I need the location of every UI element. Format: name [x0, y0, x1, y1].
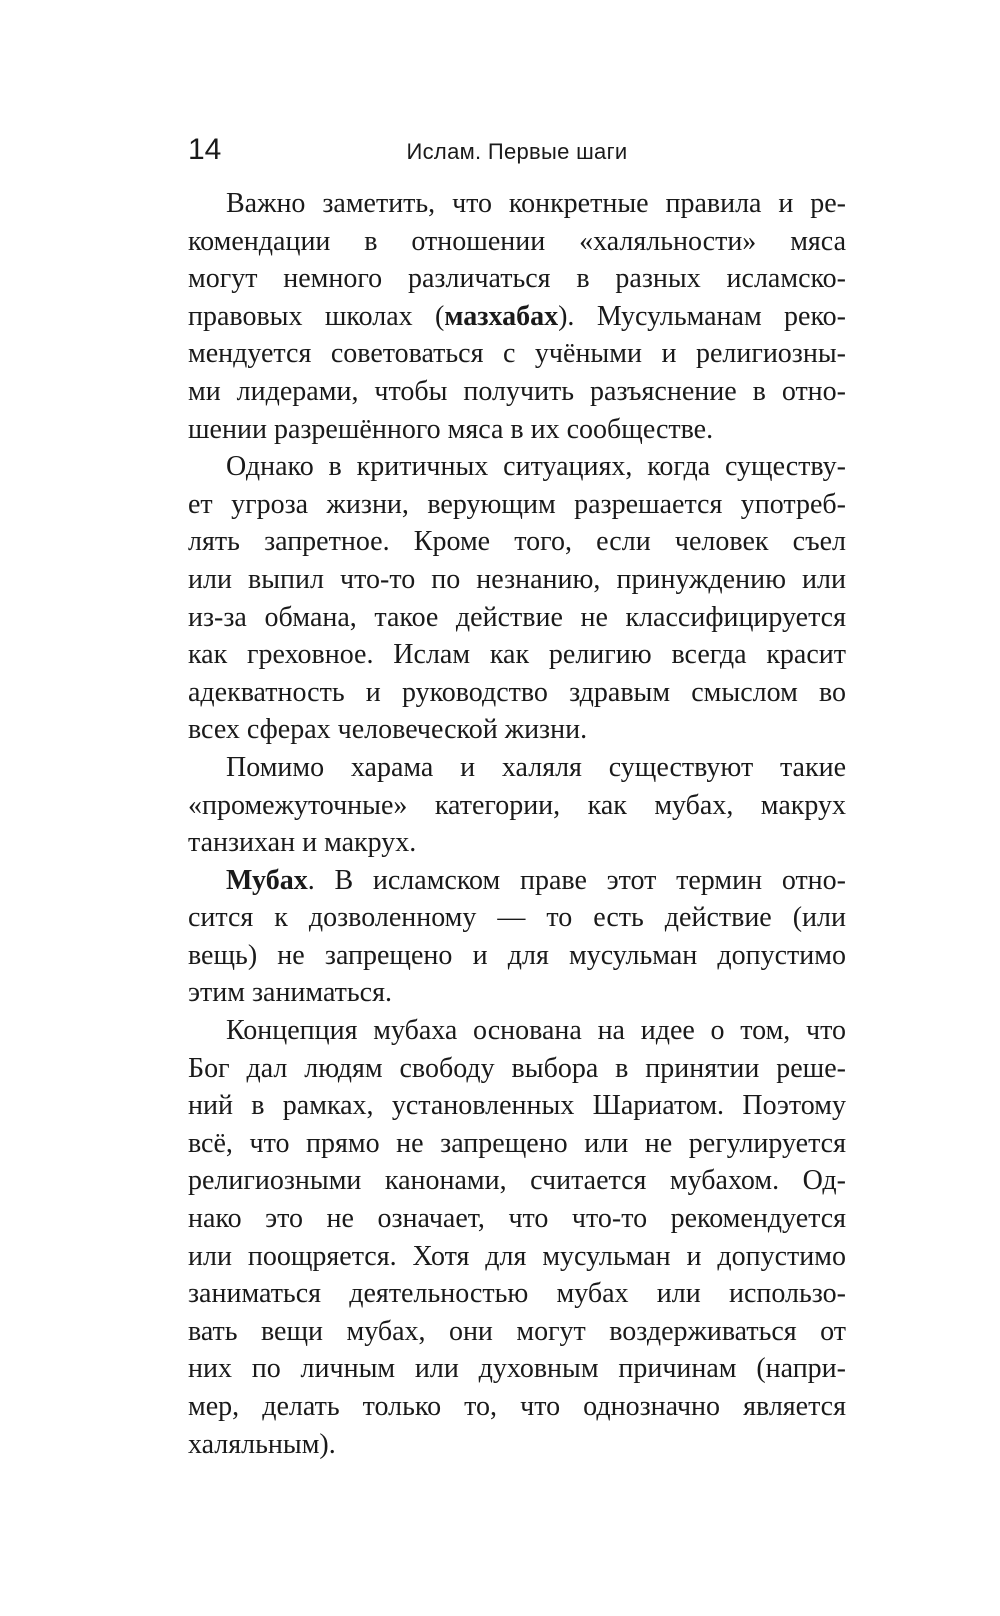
- text-line: этим заниматься.: [188, 977, 392, 1009]
- text-line: халяльным).: [188, 1428, 336, 1460]
- text-line: комендации в отношении «халяльности» мяса: [188, 225, 846, 257]
- text-line: всё, что прямо не запрещено или не регулируется: [188, 1127, 846, 1159]
- text-line: лять запретное. Кроме того, если человек съел: [188, 526, 846, 558]
- text-run: ). Мусульманам реко-: [558, 300, 846, 332]
- text-line: «промежуточные» категории, как мубах, макрух: [188, 789, 846, 821]
- text-line: могут немного различаться в разных исламско-: [188, 263, 846, 295]
- text-line: религиозными канонами, считается мубахом. Од-: [188, 1165, 846, 1197]
- text-line: Важно заметить, что конкретные правила и ре-: [226, 188, 846, 219]
- term-mubah: Мубах: [226, 864, 308, 896]
- text-line: Помимо харама и халяля существуют такие: [226, 751, 846, 783]
- text-line: или выпил что-то по незнанию, принуждению или: [188, 563, 846, 595]
- paragraph: [188, 185, 846, 448]
- text-line: них по личным или духовным причинам (напри-: [188, 1353, 846, 1385]
- text-line: [188, 298, 846, 336]
- text-line: Бог дал людям свободу выбора в принятии реше-: [188, 1052, 846, 1084]
- text-line: шении разрешённого мяса в их сообществе.: [188, 413, 714, 445]
- term-mazhab: мазхабах: [444, 300, 559, 332]
- text-line: [188, 862, 846, 900]
- paragraph: [188, 448, 846, 749]
- paragraph: [188, 862, 846, 1012]
- text-line: адекватность и руководство здравым смыслом во: [188, 676, 846, 708]
- text-line: Однако в критичных ситуациях, когда существу-: [226, 451, 846, 483]
- text-line: или поощряется. Хотя для мусульман и допустимо: [188, 1240, 846, 1272]
- text-line: мендуется советоваться с учёными и религиозны-: [188, 338, 846, 370]
- page-number: 14: [188, 133, 222, 166]
- text-line: ми лидерами, чтобы получить разъяснение в отно-: [188, 375, 846, 407]
- text-line: ет угроза жизни, верующим разрешается употреб-: [188, 488, 846, 520]
- text-line: как греховное. Ислам как религию всегда красит: [188, 639, 846, 671]
- paragraph: [188, 1012, 846, 1463]
- text-run: правовых школах (: [188, 300, 445, 332]
- text-run: . В исламском праве этот термин отно-: [307, 864, 846, 896]
- text-line: Концепция мубаха основана на идее о том, что: [226, 1015, 846, 1047]
- text-line: сится к дозволенному — то есть действие (или: [188, 902, 846, 934]
- running-header: [188, 130, 846, 170]
- text-line: из-за обмана, такое действие не классифицируется: [188, 601, 846, 633]
- paragraph: [188, 749, 846, 862]
- body-text: [188, 185, 846, 1463]
- text-line: всех сферах человеческой жизни.: [188, 714, 588, 746]
- text-line: вать вещи мубах, они могут воздерживаться от: [188, 1315, 846, 1347]
- text-line: мер, делать только то, что однозначно является: [188, 1391, 846, 1422]
- text-line: нако это не означает, что что-то рекомендуется: [188, 1203, 846, 1235]
- text-line: вещь) не запрещено и для мусульман допустимо: [188, 939, 846, 971]
- text-line: танзихан и макрух.: [188, 827, 417, 859]
- text-line: заниматься деятельностью мубах или использо-: [188, 1278, 846, 1310]
- text-line: ний в рамках, установленных Шариатом. Поэтому: [188, 1090, 846, 1122]
- running-title: Ислам. Первые шаги: [406, 139, 628, 164]
